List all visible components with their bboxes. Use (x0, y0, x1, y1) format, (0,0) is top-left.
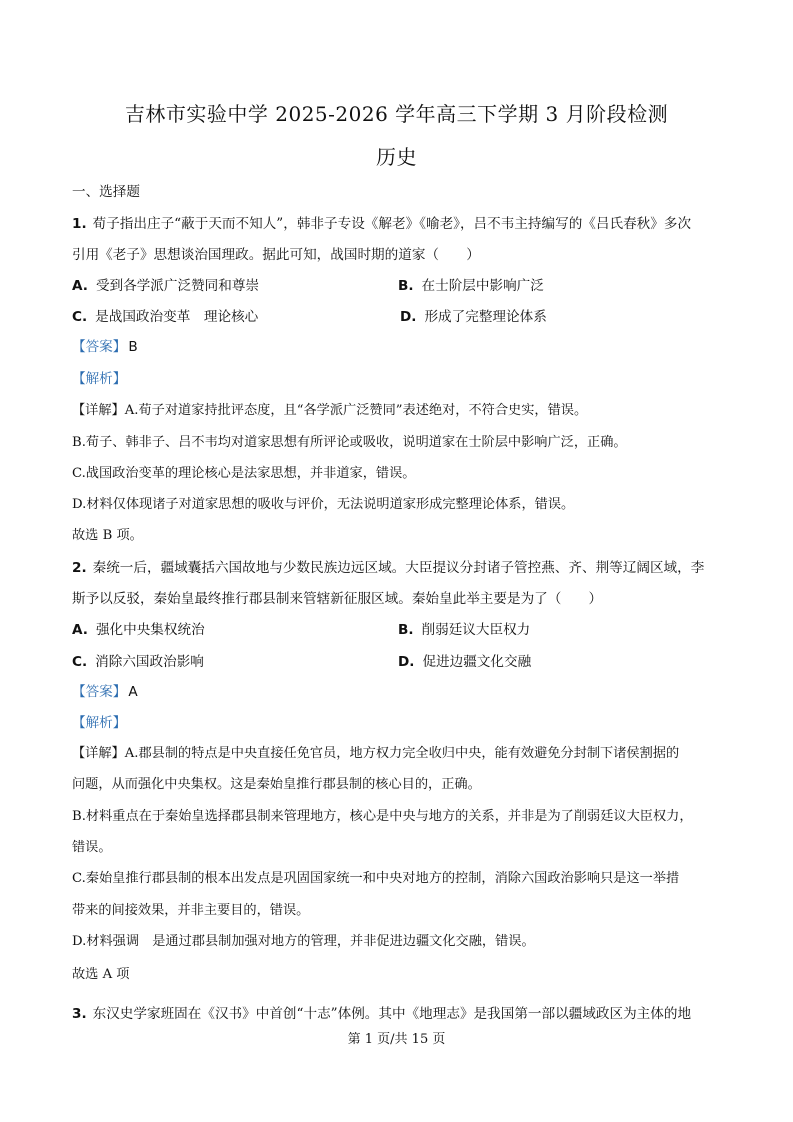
answer-tag: 【答案】 (72, 684, 127, 700)
question-2-stem-1: 秦统一后，疆域囊括六国故地与少数民族边远区域。大臣提议分封诸子管控燕、齐、荆等辽阔区域，李 (92, 560, 705, 576)
question-2-number: 2. (72, 560, 87, 576)
option-text: 在士阶层中影响广泛 (421, 278, 544, 294)
question-1-line-1 (72, 212, 691, 232)
option-text: 受到各学派广泛赞同和尊崇 (95, 278, 260, 294)
option-text: 削弱廷议大臣权力 (421, 622, 531, 638)
question-2-stem-2: 斯予以反驳，秦始皇最终推行郡县制来管辖新征服区域。秦始皇此举主要是为了（ ） (72, 591, 603, 607)
question-1-answer (72, 335, 138, 355)
question-1-option-d (400, 305, 547, 325)
answer-value: A (128, 684, 138, 700)
question-2-detail-b-1: B.材料重点在于秦始皇选择郡县制来管理地方，核心是中央与地方的关系，并非是为了削弱廷议大臣权力， (72, 809, 693, 824)
question-1-option-b (398, 274, 544, 294)
question-2-detail-c-1: C.秦始皇推行郡县制的根本出发点是巩固国家统一和中央对地方的控制，消除六国政治影响只是这一举措 (72, 871, 680, 886)
question-2-detail-c-2: 带来的间接效果，并非主要目的，错误。 (72, 903, 310, 918)
analysis-tag: 【解析】 (72, 371, 127, 387)
question-2-line-1 (72, 556, 704, 576)
detail-tag: 【详解】 (72, 746, 125, 761)
option-letter: D. (398, 654, 415, 670)
question-2-option-b (398, 618, 530, 638)
question-1-detail-c: C.战国政治变革的理论核心是法家思想，并非道家，错误。 (72, 466, 416, 481)
question-3-line-1 (72, 1002, 691, 1022)
question-1-detail-a (72, 399, 587, 418)
question-3-number: 3. (72, 1006, 87, 1022)
question-3-stem-1: 东汉史学家班固在《汉书》中首创“十志”体例。其中《地理志》是我国第一部以疆域政区为主体的地 (92, 1006, 692, 1022)
option-letter: B. (398, 278, 414, 294)
question-1-detail-d: D.材料仅体现诸子对道家思想的吸收与评价，无法说明道家形成完整理论体系，错误。 (72, 497, 575, 512)
question-2-detail-b-2: 错误。 (72, 840, 112, 855)
question-2-conclusion: 故选 A 项 (72, 967, 130, 982)
question-1-number: 1. (72, 216, 87, 232)
option-text: 强化中央集权统治 (95, 622, 205, 638)
answer-value: B (128, 339, 138, 355)
question-1-detail-b: B.荀子、韩非子、吕不韦均对道家思想有所评论或吸收，说明道家在士阶层中影响广泛，正确。 (72, 435, 627, 450)
question-2-detail-a-2: 问题，从而强化中央集权。这是秦始皇推行郡县制的核心目的，正确。 (72, 777, 481, 792)
question-2-detail-d: D.材料强调 是通过郡县制加强对地方的管理，并非促进边疆文化交融，错误。 (72, 934, 535, 949)
question-2-option-c (72, 650, 204, 670)
question-2-analysis-tag (72, 711, 126, 731)
question-1-stem-1: 荀子指出庄子“蔽于天而不知人”，韩非子专设《解老》《喻老》，吕不韦主持编写的《吕氏春秋》多次 (92, 216, 692, 232)
option-text: 是战国政治变革 理论核心 (95, 309, 259, 325)
detail-text: A.荀子对道家持批评态度，且“各学派广泛赞同”表述绝对，不符合史实，错误。 (124, 403, 588, 418)
detail-text: A.郡县制的特点是中央直接任免官员，地方权力完全收归中央，能有效避免分封制下诸侯割据的 (124, 746, 680, 761)
option-letter: A. (72, 622, 88, 638)
question-2-option-a (72, 618, 205, 638)
option-text: 消除六国政治影响 (95, 654, 204, 670)
exam-title: 吉林市实验中学 2025-2026 学年高三下学期 3 月阶段检测 (124, 102, 669, 126)
question-1-conclusion: 故选 B 项。 (72, 528, 143, 543)
question-2-answer (72, 680, 138, 700)
question-2-detail-a-1 (72, 742, 679, 761)
option-text: 促进边疆文化交融 (422, 654, 532, 670)
answer-tag: 【答案】 (72, 339, 127, 355)
question-2-option-d (398, 650, 531, 670)
subject-title: 历史 (376, 145, 417, 169)
question-1-option-a (72, 274, 259, 294)
option-text: 形成了完整理论体系 (424, 309, 547, 325)
detail-tag: 【详解】 (72, 403, 125, 418)
option-letter: A. (72, 278, 88, 294)
option-letter: C. (72, 654, 88, 670)
section-heading: 一、选择题 (72, 184, 140, 200)
option-letter: D. (400, 309, 417, 325)
analysis-tag: 【解析】 (72, 715, 127, 731)
question-1-option-c (72, 305, 258, 325)
question-1-stem-2: 引用《老子》思想谈治国理政。据此可知，战国时期的道家（ ） (72, 247, 480, 263)
option-letter: C. (72, 309, 88, 325)
option-letter: B. (398, 622, 414, 638)
page-footer: 第 1 页/共 15 页 (347, 1032, 446, 1047)
question-1-analysis-tag (72, 367, 126, 387)
